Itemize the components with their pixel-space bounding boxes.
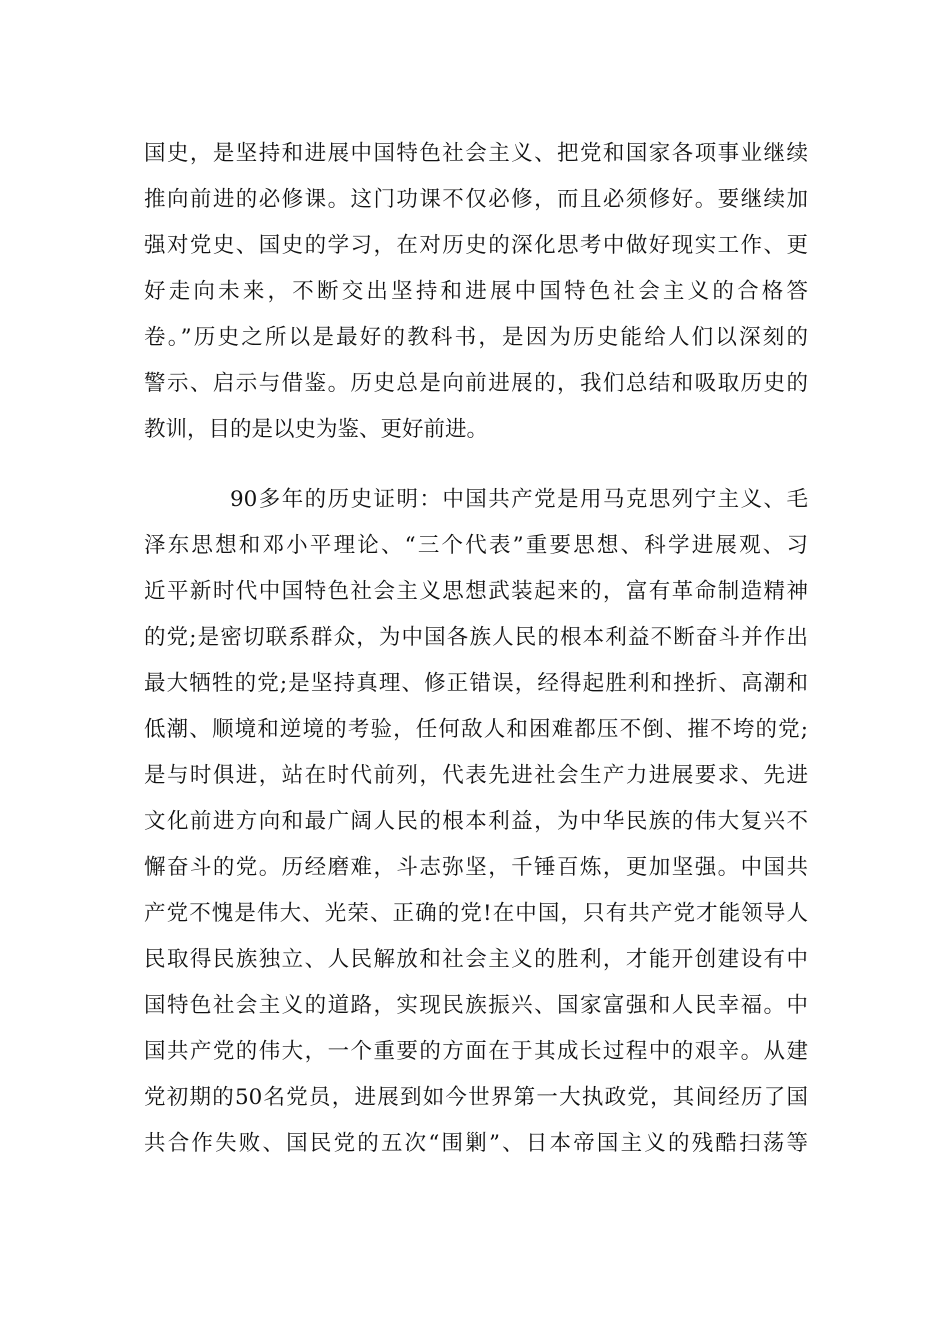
paragraph-line: 共合作失败、国民党的五次“围剿”、日本帝国主义的残酷扫荡等 [144,1131,808,1156]
paragraph-1 [144,131,808,453]
paragraph-line: 教训，目的是以史为鉴、更好前进。 [144,417,489,442]
paragraph-line: 警示、启示与借鉴。历史总是向前进展的，我们总结和吸取历史的 [144,371,808,396]
paragraph-line: 强对党史、国史的学习，在对历史的深化思考中做好现实工作、更 [144,233,808,258]
paragraph-line: 党初期的50名党员，进展到如今世界第一大执政党，其间经历了国 [144,1085,808,1110]
paragraph-line: 泽东思想和邓小平理论、“三个代表”重要思想、科学进展观、习 [144,533,808,558]
paragraph-line: 低潮、顺境和逆境的考验，任何敌人和困难都压不倒、摧不垮的党; [144,717,808,742]
paragraph-first-line: 90多年的历史证明：中国共产党是用马克思列宁主义、毛 [230,487,808,512]
paragraph-2 [144,477,808,1167]
paragraph-line: 最大牺牲的党;是坚持真理、修正错误，经得起胜利和挫折、高潮和 [144,671,808,696]
paragraph-line: 国特色社会主义的道路，实现民族振兴、国家富强和人民幸福。中 [144,993,808,1018]
paragraph-line: 是与时俱进，站在时代前列，代表先进社会生产力进展要求、先进 [144,763,808,788]
paragraph-line: 懈奋斗的党。历经磨难，斗志弥坚，千锤百炼，更加坚强。中国共 [144,855,808,880]
paragraph-line: 产党不愧是伟大、光荣、正确的党!在中国，只有共产党才能领导人 [144,901,808,926]
paragraph-line: 卷。”历史之所以是最好的教科书，是因为历史能给人们以深刻的 [144,325,808,350]
paragraph-line: 国共产党的伟大，一个重要的方面在于其成长过程中的艰辛。从建 [144,1039,808,1064]
paragraph-line: 民取得民族独立、人民解放和社会主义的胜利，才能开创建设有中 [144,947,808,972]
paragraph-line: 国史，是坚持和进展中国特色社会主义、把党和国家各项事业继续 [144,141,808,166]
paragraph-line: 的党;是密切联系群众，为中国各族人民的根本利益不断奋斗并作出 [144,625,808,650]
paragraph-line: 好走向未来，不断交出坚持和进展中国特色社会主义的合格答 [144,279,808,304]
paragraph-line: 近平新时代中国特色社会主义思想武装起来的，富有革命制造精神 [144,579,808,604]
paragraph-line: 推向前进的必修课。这门功课不仅必修，而且必须修好。要继续加 [144,187,808,212]
paragraph-line: 文化前进方向和最广阔人民的根本利益，为中华民族的伟大复兴不 [144,809,808,834]
